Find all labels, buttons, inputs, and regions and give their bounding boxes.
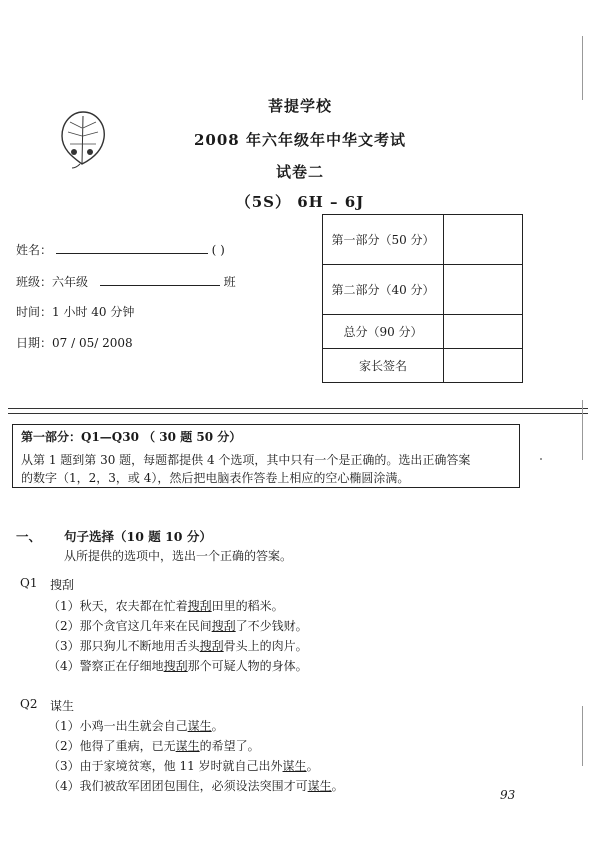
class-blank[interactable]: [100, 273, 220, 286]
exam-title: 2008 年六年级年中华文考试: [194, 131, 406, 149]
scan-edge-line: [582, 706, 583, 766]
option-text: 田里的稻米。: [211, 599, 284, 613]
class-label: 班级：六年级: [16, 275, 89, 289]
score-row-label: 第二部分（40 分）: [323, 265, 444, 315]
score-cell[interactable]: [444, 215, 523, 265]
option[interactable]: [48, 637, 308, 654]
option[interactable]: [48, 737, 260, 754]
option-word: 谋生: [175, 739, 200, 753]
option[interactable]: [48, 657, 308, 674]
scan-speck: [540, 458, 542, 460]
score-cell[interactable]: [444, 265, 523, 315]
question-word: 搜刮: [50, 578, 75, 592]
section-number: 一、: [16, 529, 42, 544]
option-text: 了不少钱财。: [235, 619, 308, 633]
option-word: 搜刮: [163, 659, 188, 673]
score-row-label: 总分（90 分）: [323, 315, 444, 349]
part1-instruction-box: [12, 424, 520, 488]
class-field: [16, 273, 236, 290]
score-cell[interactable]: [444, 315, 523, 349]
page-number: 93: [500, 788, 516, 802]
question-id: Q1: [20, 576, 38, 590]
scan-edge-line: [582, 36, 583, 100]
part1-heading: 第一部分：Q1—Q30 （ 30 题 50 分）: [21, 430, 242, 444]
question-id: Q2: [20, 697, 38, 711]
option-text: 骨头上的肉片。: [223, 639, 308, 653]
option-text: （4）我们被敌军团团包围住，必须设法突围才可: [48, 779, 308, 793]
divider: [8, 408, 588, 409]
name-blank[interactable]: [56, 241, 208, 254]
option-text: 。: [211, 719, 224, 733]
scan-edge-line: [582, 400, 583, 460]
score-row-label: 第一部分（50 分）: [323, 215, 444, 265]
option[interactable]: [48, 617, 308, 634]
option-text: （2）他得了重病，已无: [48, 739, 176, 753]
option-text: （3）由于家境贫寒，他 11 岁时就自己出外: [48, 759, 283, 773]
option-text: （4）警察正在仔细地: [48, 659, 164, 673]
name-field: [16, 241, 225, 258]
paper-number: 试卷二: [275, 163, 324, 181]
section-title: 句子选择（10 题 10 分）: [64, 529, 212, 544]
divider: [8, 413, 588, 414]
option-text: 那个可疑人物的身体。: [187, 659, 308, 673]
option[interactable]: [48, 717, 224, 734]
score-table: [322, 214, 523, 383]
signature-cell[interactable]: [444, 349, 523, 383]
section-instruction: 从所提供的选项中，选出一个正确的答案。: [64, 549, 293, 563]
part1-instruction-line: 从第 1 题到第 30 题，每题都提供 4 个选项，其中只有一个是正确的。选出正确答案: [21, 453, 471, 467]
option[interactable]: [48, 777, 344, 794]
option-word: 谋生: [187, 719, 212, 733]
option-word: 搜刮: [199, 639, 224, 653]
question-word: 谋生: [50, 699, 75, 713]
option-text: （1）小鸡一出生就会自己: [48, 719, 188, 733]
time-field: 时间：1 小时 40 分钟: [16, 305, 135, 319]
class-range: （5S） 6H – 6J: [235, 193, 365, 211]
date-field: 日期：07 / 05/ 2008: [16, 336, 133, 350]
option-word: 搜刮: [211, 619, 236, 633]
option-word: 谋生: [282, 759, 307, 773]
option-text: （1）秋天，农夫都在忙着: [48, 599, 188, 613]
score-row-label: 家长签名: [323, 349, 444, 383]
name-paren: ( ): [211, 243, 225, 257]
option-word: 搜刮: [187, 599, 212, 613]
option-word: 谋生: [307, 779, 332, 793]
class-suffix: 班: [223, 275, 236, 289]
option-text: （2）那个贪官这几年来在民间: [48, 619, 212, 633]
school-name: 菩提学校: [267, 97, 332, 115]
part1-instruction-line: 的数字（1，2，3，或 4），然后把电脑表作答卷上相应的空心椭圆涂满。: [21, 471, 410, 485]
option[interactable]: [48, 597, 284, 614]
option-text: 。: [331, 779, 344, 793]
name-label: 姓名：: [16, 243, 53, 257]
option[interactable]: [48, 757, 319, 774]
option-text: 的希望了。: [199, 739, 260, 753]
option-text: （3）那只狗儿不断地用舌头: [48, 639, 200, 653]
option-text: 。: [306, 759, 319, 773]
